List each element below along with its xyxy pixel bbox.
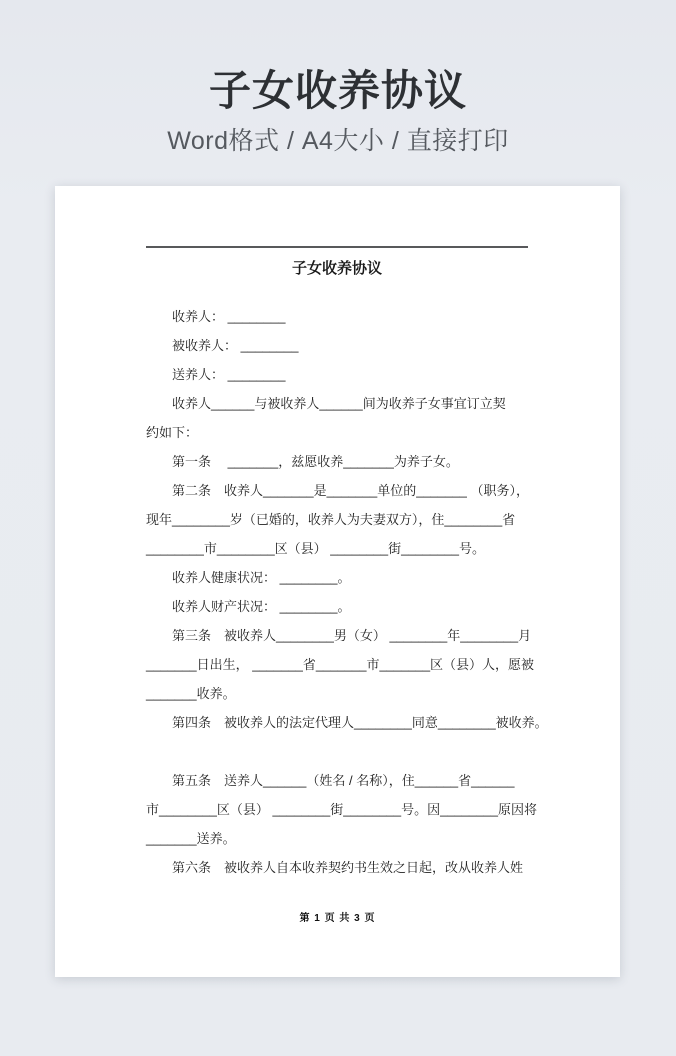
page-title: 子女收养协议 bbox=[208, 67, 467, 114]
document-line: ________市________区（县） ________街________号。 bbox=[146, 541, 485, 556]
document-blank-line bbox=[146, 737, 528, 766]
document-line: 第五条 送养人______（姓名 / 名称），住______省______ bbox=[146, 773, 515, 788]
document-line: 被收养人： ________ bbox=[146, 338, 299, 353]
page-subtitle: Word格式 / A4大小 / 直接打印 bbox=[167, 127, 509, 155]
document-line: 市________区（县） ________街________号。因________原因将 bbox=[146, 802, 537, 817]
document-line: 现年________岁（已婚的，收养人为夫妻双方），住________省 bbox=[146, 512, 516, 527]
page-number-footer: 第 1 页 共 3 页 bbox=[299, 913, 376, 924]
document-page-preview bbox=[55, 186, 620, 977]
document-line: _______送养。 bbox=[146, 831, 236, 846]
page-header bbox=[0, 0, 676, 156]
document-line: 第六条 被收养人自本收养契约书生效之日起，改从收养人姓 bbox=[146, 860, 524, 875]
document-line: 第四条 被收养人的法定代理人________同意________被收养。 bbox=[146, 715, 548, 730]
document-header-rule bbox=[146, 246, 528, 248]
document-line: 约如下： bbox=[146, 425, 199, 440]
document-line: 收养人财产状况： ________。 bbox=[146, 599, 351, 614]
document-line: 第三条 被收养人________男（女） ________年________月 bbox=[146, 628, 532, 643]
document-line: 送养人： ________ bbox=[146, 367, 286, 382]
document-line: 第一条 _______，兹愿收养_______为养子女。 bbox=[146, 454, 459, 469]
document-line: _______日出生， _______省_______市_______区（县）人，愿被 bbox=[146, 657, 535, 672]
document-line: 收养人______与被收养人______间为收养子女事宜订立契 bbox=[146, 396, 506, 411]
document-line: 收养人健康状况： ________。 bbox=[146, 570, 351, 585]
document-line: _______收养。 bbox=[146, 686, 236, 701]
document-title: 子女收养协议 bbox=[291, 260, 382, 277]
document-line: 收养人： ________ bbox=[146, 309, 286, 324]
document-line: 第二条 收养人_______是_______单位的_______ （职务）， bbox=[146, 483, 529, 498]
document-body bbox=[146, 302, 548, 882]
